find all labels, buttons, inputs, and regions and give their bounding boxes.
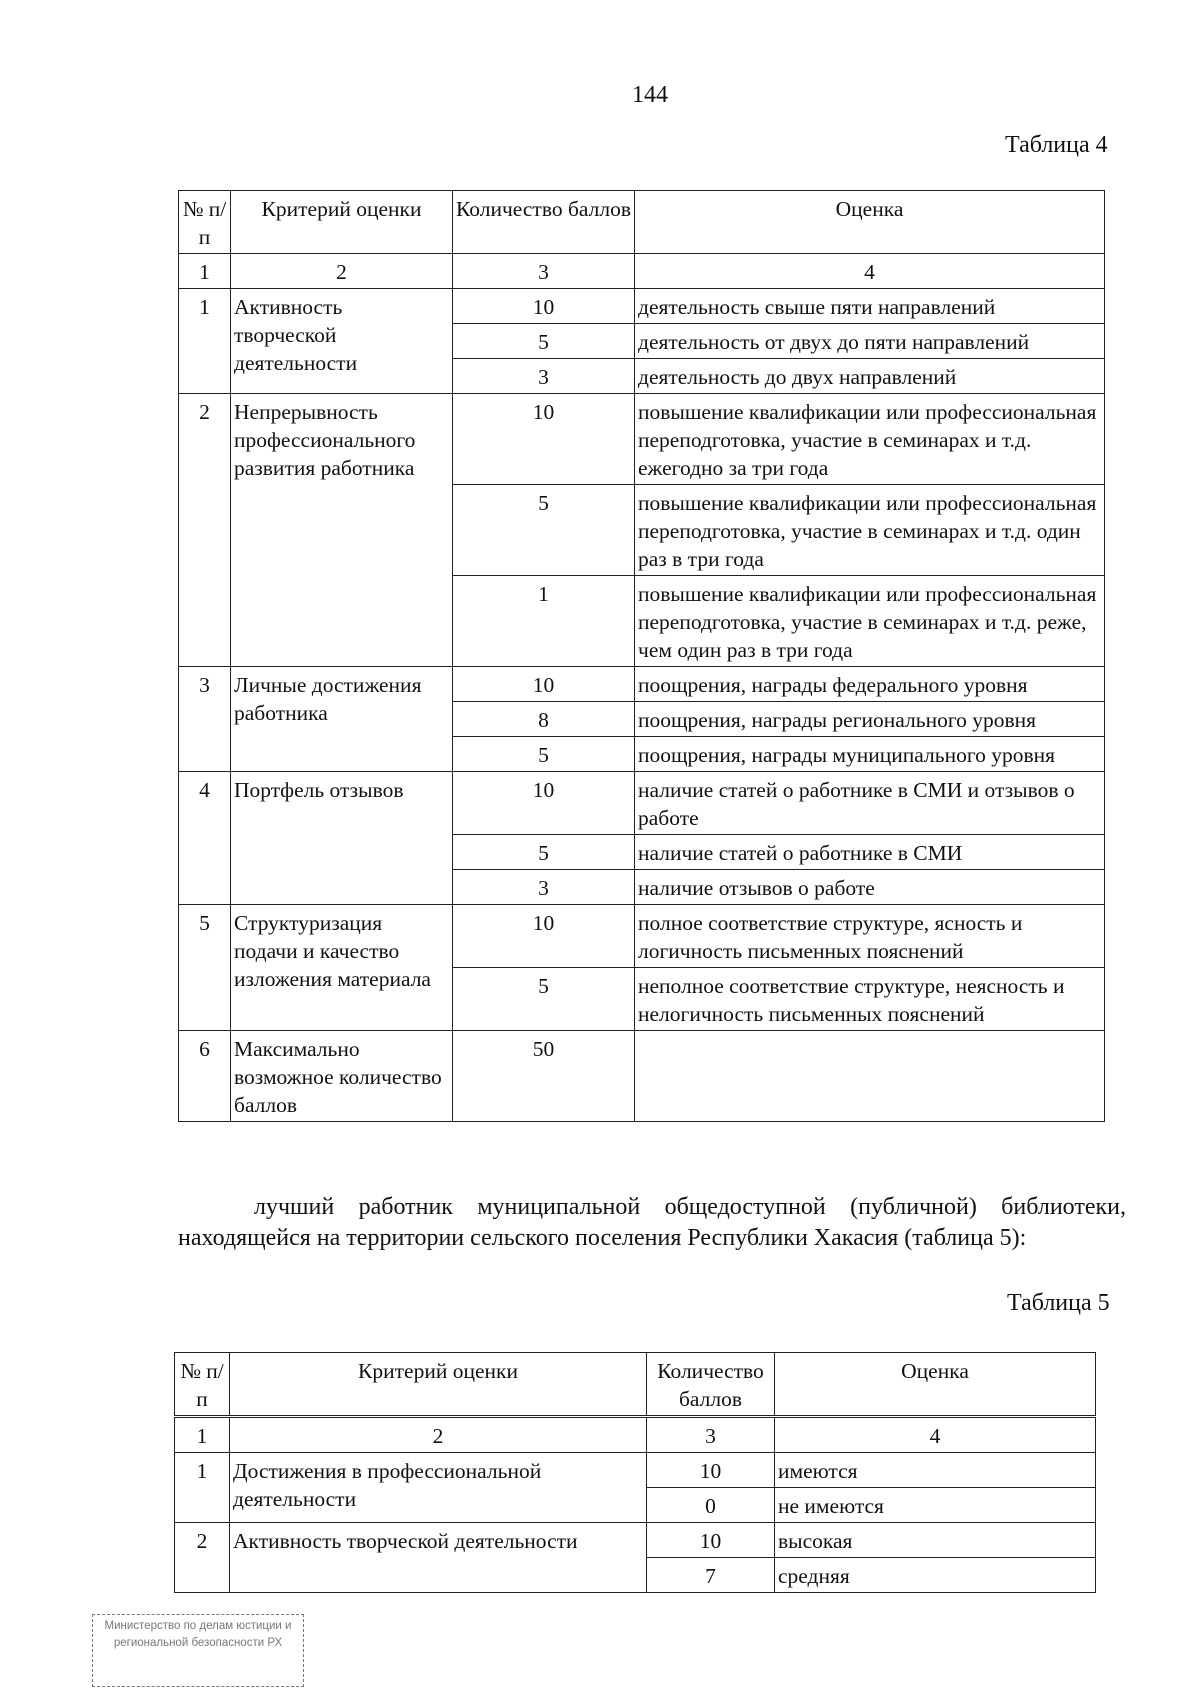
column-number-row — [179, 254, 1105, 289]
assessment-cell: поощрения, награды муниципального уровня — [635, 737, 1105, 772]
header-cell: Оценка — [775, 1353, 1096, 1417]
points-cell: 8 — [453, 702, 635, 737]
table-row — [179, 667, 1105, 702]
table-row — [179, 394, 1105, 485]
points-cell: 10 — [453, 905, 635, 968]
header-cell: Количество баллов — [647, 1353, 775, 1417]
body-paragraph: лучший работник муниципальной общедоступной (публичной) библиотеки, находящейся на территории сельского поселения Республики Хакасия (таблица 5): — [178, 1194, 1126, 1251]
points-cell: 10 — [453, 667, 635, 702]
criteria-table-4 — [178, 190, 1105, 1122]
criterion-cell: Портфель отзывов — [231, 772, 453, 905]
assessment-cell: поощрения, награды федерального уровня — [635, 667, 1105, 702]
assessment-cell: повышение квалификации или профессиональная переподготовка, участие в семинарах и т.д. один раз в три года — [635, 485, 1105, 576]
row-number-cell: 1 — [175, 1453, 230, 1523]
header-cell: Оценка — [635, 191, 1105, 254]
assessment-cell: наличие статей о работнике в СМИ и отзывов о работе — [635, 772, 1105, 835]
criteria-table-5 — [174, 1352, 1096, 1593]
points-cell: 3 — [453, 870, 635, 905]
column-number-cell: 2 — [230, 1417, 647, 1453]
column-number-row — [175, 1417, 1096, 1453]
table-row — [179, 289, 1105, 324]
criterion-cell: Активность творческой деятельности — [231, 289, 453, 394]
column-number-cell: 3 — [647, 1417, 775, 1453]
row-number-cell: 6 — [179, 1031, 231, 1122]
header-cell: Критерий оценки — [230, 1353, 647, 1417]
header-cell: № п/п — [179, 191, 231, 254]
assessment-cell: имеются — [775, 1453, 1096, 1488]
points-cell: 5 — [453, 835, 635, 870]
column-number-cell: 3 — [453, 254, 635, 289]
table-row — [179, 1031, 1105, 1122]
criterion-cell: Личные достижения работника — [231, 667, 453, 772]
assessment-cell: наличие статей о работнике в СМИ — [635, 835, 1105, 870]
points-cell: 10 — [647, 1453, 775, 1488]
header-row — [175, 1353, 1096, 1417]
assessment-cell: повышение квалификации или профессиональная переподготовка, участие в семинарах и т.д. ежегодно за три года — [635, 394, 1105, 485]
row-number-cell: 3 — [179, 667, 231, 772]
header-cell: № п/п — [175, 1353, 230, 1417]
column-number-cell: 1 — [175, 1417, 230, 1453]
table-row — [175, 1523, 1096, 1558]
points-cell: 7 — [647, 1558, 775, 1593]
points-cell: 10 — [647, 1523, 775, 1558]
table-row — [175, 1453, 1096, 1488]
points-cell: 5 — [453, 968, 635, 1031]
assessment-cell: наличие отзывов о работе — [635, 870, 1105, 905]
row-number-cell: 5 — [179, 905, 231, 1031]
assessment-cell: деятельность от двух до пяти направлений — [635, 324, 1105, 359]
header-cell: Количество баллов — [453, 191, 635, 254]
table-row — [179, 905, 1105, 968]
criterion-cell: Максимально возможное количество баллов — [231, 1031, 453, 1122]
row-number-cell: 4 — [179, 772, 231, 905]
points-cell: 10 — [453, 772, 635, 835]
points-cell: 5 — [453, 737, 635, 772]
points-cell: 1 — [453, 576, 635, 667]
criterion-cell: Активность творческой деятельности — [230, 1523, 647, 1593]
column-number-cell: 4 — [635, 254, 1105, 289]
header-row — [179, 191, 1105, 254]
assessment-cell: поощрения, награды регионального уровня — [635, 702, 1105, 737]
assessment-cell: деятельность свыше пяти направлений — [635, 289, 1105, 324]
registration-stamp: Министерство по делам юстиции и региональной безопасности РХ — [92, 1614, 304, 1687]
points-cell: 3 — [453, 359, 635, 394]
points-cell: 5 — [453, 324, 635, 359]
assessment-cell: высокая — [775, 1523, 1096, 1558]
column-number-cell: 1 — [179, 254, 231, 289]
points-cell: 5 — [453, 485, 635, 576]
points-cell: 10 — [453, 289, 635, 324]
criterion-cell: Достижения в профессиональной деятельности — [230, 1453, 647, 1523]
column-number-cell: 2 — [231, 254, 453, 289]
criterion-cell: Непрерывность профессионального развития работника — [231, 394, 453, 667]
row-number-cell: 2 — [179, 394, 231, 667]
table-4-caption: Таблица 4 — [1005, 132, 1108, 158]
assessment-cell: не имеются — [775, 1488, 1096, 1523]
points-cell: 50 — [453, 1031, 635, 1122]
assessment-cell: повышение квалификации или профессиональная переподготовка, участие в семинарах и т.д. реже, чем один раз в три года — [635, 576, 1105, 667]
table-5-caption: Таблица 5 — [1007, 1290, 1110, 1316]
table-row — [179, 772, 1105, 835]
column-number-cell: 4 — [775, 1417, 1096, 1453]
criterion-cell: Структуризация подачи и качество изложения материала — [231, 905, 453, 1031]
row-number-cell: 2 — [175, 1523, 230, 1593]
assessment-cell — [635, 1031, 1105, 1122]
points-cell: 10 — [453, 394, 635, 485]
header-cell: Критерий оценки — [231, 191, 453, 254]
page-number: 144 — [632, 82, 668, 108]
assessment-cell: неполное соответствие структуре, неясность и нелогичность письменных пояснений — [635, 968, 1105, 1031]
row-number-cell: 1 — [179, 289, 231, 394]
assessment-cell: деятельность до двух направлений — [635, 359, 1105, 394]
assessment-cell: средняя — [775, 1558, 1096, 1593]
points-cell: 0 — [647, 1488, 775, 1523]
assessment-cell: полное соответствие структуре, ясность и логичность письменных пояснений — [635, 905, 1105, 968]
